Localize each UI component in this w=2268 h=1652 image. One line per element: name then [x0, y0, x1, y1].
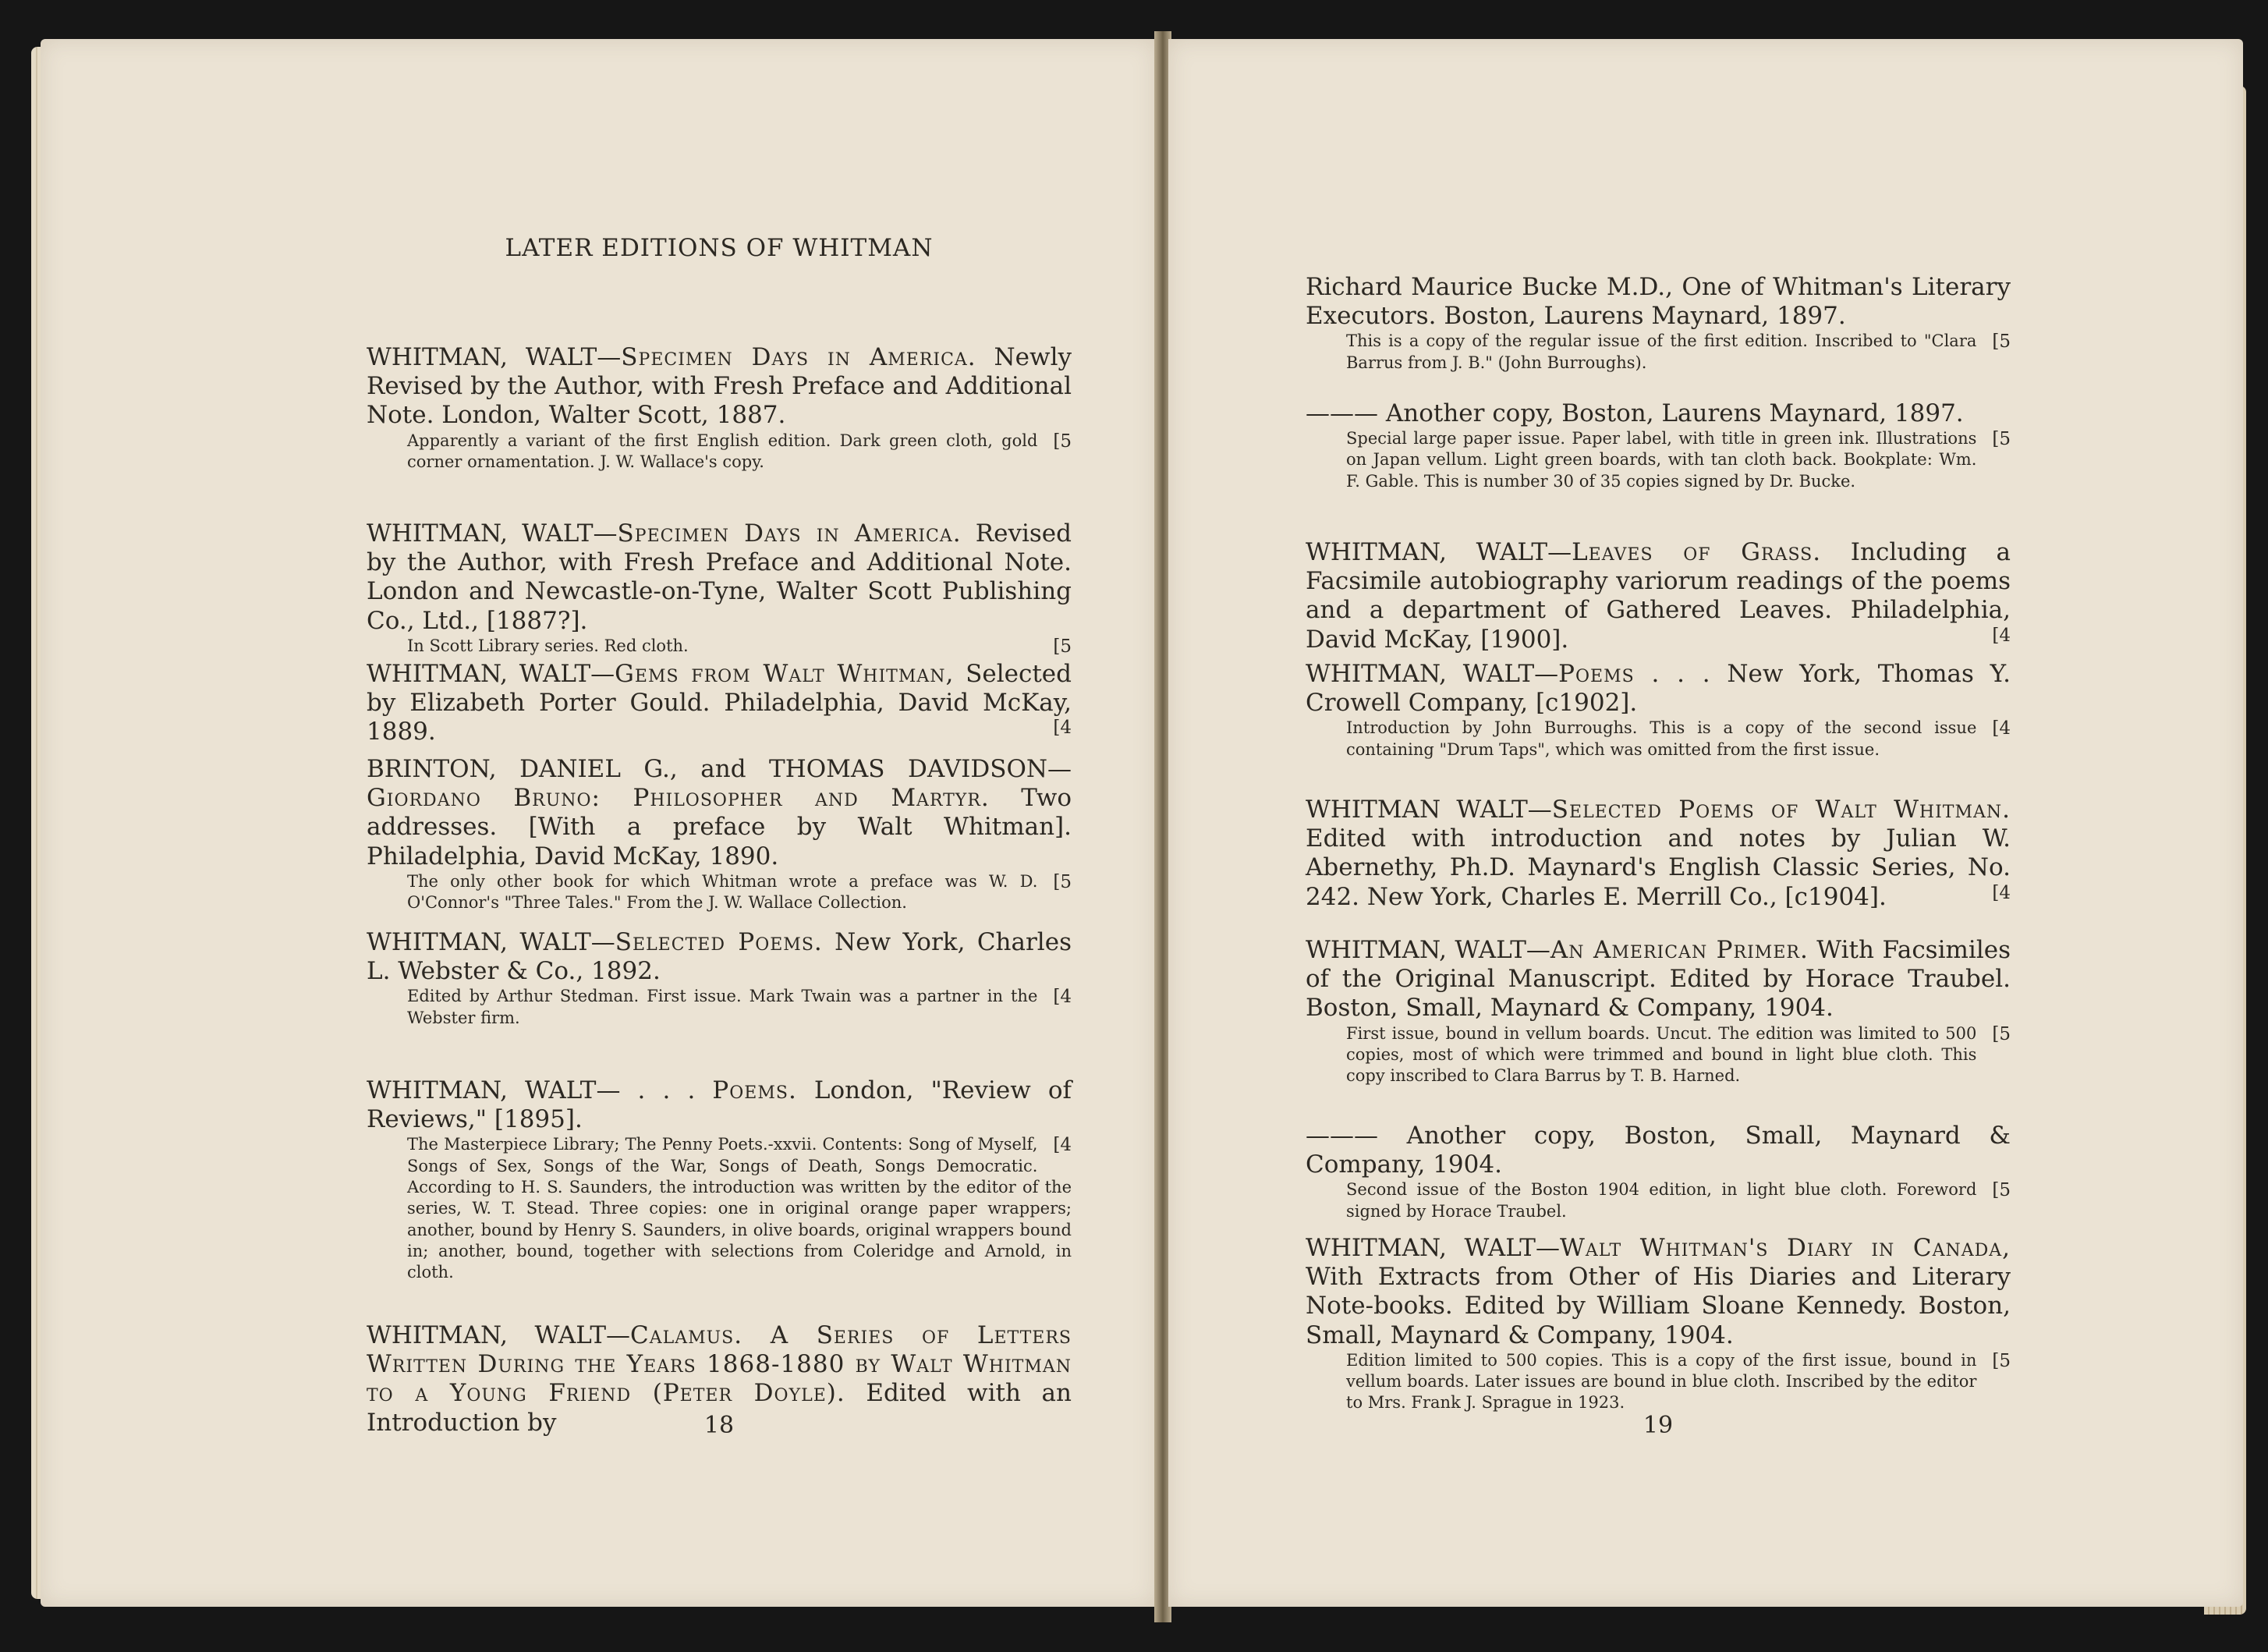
entry-citation — [1306, 399, 2011, 428]
entry-note-text: Special large paper issue. Paper label, with title in green ink. Illustrations on Japan vellum. Light green boards, with tan cloth back. Bookplate: Wm. F. Gable. This is number 30 of 35 copies signed by Dr. Bucke. — [1346, 429, 1977, 491]
bibliography-entry — [1306, 936, 2011, 1087]
entry-price: [5 — [1053, 636, 1072, 657]
bibliography-entry — [367, 519, 1072, 659]
page-number-right: 19 — [1643, 1412, 1674, 1439]
entry-price: [4 — [1992, 718, 2011, 739]
entry-imprint: Edited with an Introduction by — [367, 1379, 1072, 1437]
entry-author: BRINTON, DANIEL G., and THOMAS DAVIDSON— — [367, 755, 1072, 783]
entry-citation — [367, 1076, 1072, 1134]
entry-price: [5 — [1053, 871, 1072, 892]
entry-price: [4 — [1053, 987, 1072, 1008]
entry-title: An American Primer. — [1550, 936, 1809, 964]
left-page — [41, 39, 1156, 1607]
entry-title: Walt Whitman's Diary in Canada, — [1559, 1234, 2011, 1262]
bibliography-entry — [1306, 273, 2011, 374]
bibliography-entry — [1306, 399, 2011, 492]
entry-note — [1346, 1023, 2011, 1087]
entry-author: WHITMAN, WALT— — [1306, 1234, 1560, 1262]
entry-title: Selected Poems of Walt Whitman. — [1551, 796, 2011, 824]
entry-author: WHITMAN, WALT— — [367, 1321, 630, 1349]
entry-imprint: Selected by Elizabeth Porter Gould. Philadelphia, David McKay, 1889. — [367, 660, 1072, 746]
entry-title: Specimen Days in America. — [621, 343, 976, 371]
entry-note — [407, 636, 1072, 657]
entry-note — [407, 431, 1072, 473]
bibliography-entry — [367, 755, 1072, 913]
entry-note-text: This is a copy of the regular issue of the first edition. Inscribed to "Clara Barrus from J. B." (John Burroughs). — [1346, 331, 1977, 372]
entry-imprint: With Facsimiles of the Original Manuscript. Edited by Horace Traubel. Boston, Small, Maynard & Company, 1904. — [1306, 936, 2011, 1023]
entry-note-text: Apparently a variant of the first English edition. Dark green cloth, gold corner ornamentation. J. W. Wallace's copy. — [407, 431, 1038, 471]
entry-note-text: First issue, bound in vellum boards. Uncut. The edition was limited to 500 copies, most of which were trimmed and bound in light blue cloth. This copy inscribed to Clara Barrus by T. B. Harned. — [1346, 1023, 1977, 1086]
entry-title: Calamus. A Series of Letters Written During the Years 1868-1880 by Walt Whitman to a Young Friend (Peter Doyle). — [367, 1321, 1072, 1408]
entry-imprint: Another copy, Boston, Small, Maynard & Company, 1904. — [1306, 1122, 2011, 1179]
entry-title: Gems from Walt Whitman, — [615, 660, 955, 688]
entry-citation — [367, 660, 1072, 747]
entry-citation — [1306, 273, 2011, 331]
open-book — [31, 31, 2246, 1622]
entry-author: WHITMAN, WALT— . . . — [367, 1076, 713, 1104]
entry-author: WHITMAN, WALT— — [1306, 538, 1572, 566]
entry-title: Poems . . . — [1558, 660, 1711, 688]
entry-imprint: Two addresses. [With a preface by Walt Whitman]. Philadelphia, David McKay, 1890. — [367, 784, 1072, 870]
entry-price: [5 — [1992, 429, 2011, 450]
entry-price: [4 — [1992, 882, 2011, 903]
bibliography-entry — [1306, 796, 2011, 912]
entry-author: ——— — [1306, 399, 1386, 427]
entry-price: [4 — [1053, 1135, 1072, 1156]
bibliography-entry — [1306, 660, 2011, 760]
bibliography-entry — [1306, 538, 2011, 654]
bibliography-entry — [367, 1321, 1072, 1438]
running-head: LATER EDITIONS OF WHITMAN — [505, 234, 934, 262]
entry-price: [4 — [1053, 718, 1072, 739]
entry-imprint: Edited with introduction and notes by Julian W. Abernethy, Ph.D. Maynard's English Classic Series, No. 242. New York, Charles E. Merrill Co., [c1904]. — [1306, 824, 2011, 911]
page-number-left: 18 — [703, 1412, 735, 1439]
entry-author: WHITMAN, WALT— — [367, 343, 622, 371]
entry-title: Poems. — [712, 1076, 797, 1104]
entry-note — [407, 986, 1072, 1029]
entry-title: Giordano Bruno: Philosopher and Martyr. — [367, 784, 990, 813]
entry-price: [4 — [1992, 625, 2011, 646]
bibliography-entry — [367, 1076, 1072, 1283]
entry-citation — [1306, 936, 2011, 1023]
entry-price: [5 — [1992, 1023, 2011, 1044]
entry-imprint: London, "Review of Reviews," [1895]. — [367, 1076, 1072, 1134]
entry-imprint: New York, Charles L. Webster & Co., 1892. — [367, 928, 1072, 986]
entry-citation — [1306, 538, 2011, 654]
entry-author: WHITMAN WALT— — [1306, 796, 1552, 824]
entry-citation — [367, 343, 1072, 431]
entry-note-text: The only other book for which Whitman wrote a preface was W. D. O'Connor's "Three Tales." From the J. W. Wallace Collection. — [407, 871, 1038, 913]
entry-note — [1346, 428, 2011, 492]
entry-note-text: The Masterpiece Library; The Penny Poets.-xxvii. Contents: Song of Myself, Songs of Sex, Songs of the War, Songs of Death, Songs Democratic. According to H. S. Saunders, the introduction was written by the editor of the series, W. T. Stead. Three copies: one in original orange paper wrappers; another, bound by Henry S. Saunders, in olive boards, original wrappers bound in; another, bound, together with selections from Coleridge and Arnold, in cloth. — [407, 1135, 1072, 1282]
entry-imprint: Revised by the Author, with Fresh Preface and Additional Note. London and Newcastle-on-Tyne, Walter Scott Publishing Co., Ltd., [1887?]. — [367, 519, 1072, 635]
entry-author: ——— — [1306, 1122, 1407, 1150]
entry-author: WHITMAN, WALT— — [1306, 660, 1559, 688]
entry-author: WHITMAN, WALT— — [367, 519, 618, 548]
entry-note-text: Second issue of the Boston 1904 edition, in light blue cloth. Foreword signed by Horace Traubel. — [1346, 1180, 1977, 1221]
entry-title: Selected Poems. — [615, 928, 823, 956]
entry-author: WHITMAN, WALT— — [367, 928, 615, 956]
entry-price: [5 — [1992, 1180, 2011, 1201]
entry-note-text: Introduction by John Burroughs. This is a copy of the second issue containing "Drum Taps", which was omitted from the first issue. — [1346, 718, 1977, 759]
entry-imprint: New York, Thomas Y. Crowell Company, [c1902]. — [1306, 660, 2011, 718]
bibliography-entry — [1306, 1122, 2011, 1222]
entry-citation — [1306, 1234, 2011, 1350]
entry-note — [407, 1134, 1072, 1283]
entry-citation — [367, 928, 1072, 986]
entry-title: Specimen Days in America. — [617, 519, 962, 548]
entry-imprint: Richard Maurice Bucke M.D., One of Whitman's Literary Executors. Boston, Laurens Maynard, 1897. — [1306, 273, 2011, 331]
bibliography-entry — [367, 660, 1072, 747]
entry-citation — [367, 519, 1072, 636]
entry-citation — [1306, 660, 2011, 718]
bibliography-entry — [367, 343, 1072, 473]
entry-price: [5 — [1053, 431, 1072, 452]
entry-citation — [367, 1321, 1072, 1438]
entry-price: [5 — [1992, 331, 2011, 353]
entry-citation — [1306, 1122, 2011, 1179]
entry-author: WHITMAN, WALT— — [1306, 936, 1550, 964]
entry-citation — [367, 755, 1072, 871]
entry-note — [1346, 1350, 2011, 1414]
entry-imprint: Newly Revised by the Author, with Fresh Preface and Additional Note. London, Walter Scott, 1887. — [367, 343, 1072, 430]
entry-note-text: Edited by Arthur Stedman. First issue. Mark Twain was a partner in the Webster firm. — [407, 987, 1038, 1027]
entry-author: WHITMAN, WALT— — [367, 660, 615, 688]
right-page — [1168, 39, 2243, 1607]
entry-note — [407, 871, 1072, 914]
entry-note — [1346, 1179, 2011, 1222]
bibliography-entry — [1306, 1234, 2011, 1414]
entry-note — [1346, 331, 2011, 374]
entry-title: Leaves of Grass. — [1572, 538, 1822, 566]
entry-note — [1346, 718, 2011, 760]
entry-price: [5 — [1992, 1350, 2011, 1371]
bibliography-entry — [367, 928, 1072, 1029]
entry-imprint: Another copy, Boston, Laurens Maynard, 1897. — [1385, 399, 1964, 427]
entry-imprint: With Extracts from Other of His Diaries and Literary Note-books. Edited by William Sloane Kennedy. Boston, Small, Maynard & Company, 1904. — [1306, 1263, 2011, 1349]
entry-citation — [1306, 796, 2011, 912]
entry-note-text: In Scott Library series. Red cloth. — [407, 636, 689, 655]
entry-imprint: Including a Facsimile autobiography variorum readings of the poems and a department of Gathered Leaves. Philadelphia, David McKay, [1900]. — [1306, 538, 2011, 654]
entry-note-text: Edition limited to 500 copies. This is a copy of the first issue, bound in vellum boards. Later issues are bound in blue cloth. Inscribed by the editor to Mrs. Frank J. Sprague in 1923. — [1346, 1350, 1977, 1413]
